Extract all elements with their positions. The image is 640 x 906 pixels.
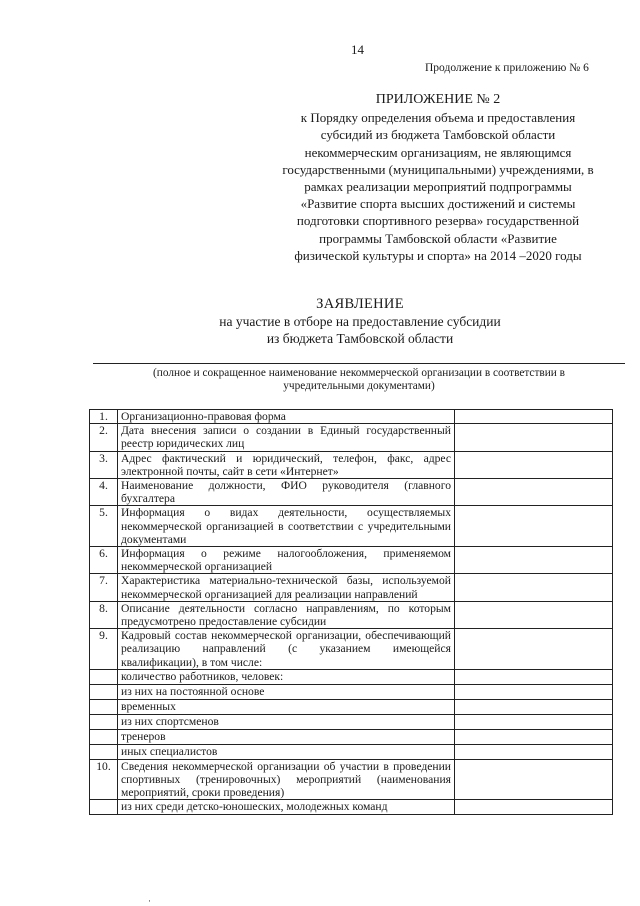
row-value-cell[interactable] [455,729,613,744]
annex-line: физической культуры и спорта» на 2014 –2020 годы [294,247,582,263]
annex-line: программы Тамбовской области «Развитие [319,230,557,246]
row-value-cell[interactable] [455,759,613,800]
row-number: 2. [90,424,118,451]
row-label: иных специалистов [118,744,455,759]
row-label: количество работников, человек: [118,669,455,684]
row-number [90,800,118,815]
row-value-cell[interactable] [455,800,613,815]
row-label: Адрес фактический и юридический, телефон, факс, адрес электронной почты, сайт в сети «Интернет» [118,451,455,478]
row-value-cell[interactable] [455,451,613,478]
row-label: тренеров [118,729,455,744]
row-number: 8. [90,601,118,628]
row-label: из них на постоянной основе [118,684,455,699]
table-row [90,479,613,506]
row-number [90,699,118,714]
table-subrow [90,714,613,729]
row-value-cell[interactable] [455,669,613,684]
row-value-cell[interactable] [455,479,613,506]
row-label: временных [118,699,455,714]
row-label: Информация о видах деятельности, осуществляемых некоммерческой организацией в соответствии с учредительными документами [118,506,455,547]
row-label: Наименование должности, ФИО руководителя (главного бухгалтера [118,479,455,506]
table-row [90,601,613,628]
row-label: Кадровый состав некоммерческой организации, обеспечивающий реализацию направлений (с указанием имеющейся квалификации), в том числе: [118,629,455,670]
row-number: 1. [90,410,118,424]
row-number: 5. [90,506,118,547]
row-value-cell[interactable] [455,684,613,699]
annex-line: некоммерческим организациям, не являющимся [304,144,572,160]
row-label: Дата внесения записи о создании в Единый государственный реестр юридических лиц [118,424,455,451]
scan-mark: · [148,896,151,906]
row-label: Сведения некоммерческой организации об участии в проведении спортивных (тренировочных) мероприятий (наименования мероприятий, сроки проведения) [118,759,455,800]
row-number: 10. [90,759,118,800]
annex-header [250,91,626,264]
row-label: Информация о режиме налогообложения, применяемом некоммерческой организацией [118,547,455,574]
row-number [90,714,118,729]
annex-line: государственными (муниципальными) учреждениями, в [282,161,594,177]
continuation-note: Продолжение к приложению № 6 [425,62,589,74]
page-number: 14 [351,42,364,57]
row-number [90,729,118,744]
table-subrow [90,699,613,714]
row-value-cell[interactable] [455,699,613,714]
row-label: Характеристика материально-технической базы, используемой некоммерческой организацией для реализации направлений [118,574,455,601]
row-label: Организационно-правовая форма [118,410,455,424]
row-number: 9. [90,629,118,670]
table-subrow [90,684,613,699]
row-label: из них среди детско-юношеских, молодежных команд [118,800,455,815]
statement-subtitle: на участие в отборе на предоставление субсидии [219,314,501,329]
statement-heading [150,296,570,347]
statement-subtitle: из бюджета Тамбовской области [266,331,454,346]
table-row [90,451,613,478]
table-row [90,410,613,424]
row-value-cell[interactable] [455,547,613,574]
table-row [90,506,613,547]
annex-line: рамках реализации мероприятий подпрограммы [304,179,572,195]
row-number: 3. [90,451,118,478]
table-subrow [90,669,613,684]
table-row [90,574,613,601]
table-subrow [90,800,613,815]
row-value-cell[interactable] [455,601,613,628]
row-value-cell[interactable] [455,744,613,759]
table-row [90,424,613,451]
row-value-cell[interactable] [455,424,613,451]
annex-line: субсидий из бюджета Тамбовской области [320,127,556,143]
row-number: 4. [90,479,118,506]
annex-line: «Развитие спорта высших достижений и системы [300,196,576,212]
row-value-cell[interactable] [455,629,613,670]
organization-name-line[interactable] [93,363,625,364]
row-number [90,669,118,684]
annex-title: ПРИЛОЖЕНИЕ № 2 [375,92,501,107]
row-value-cell[interactable] [455,410,613,424]
row-value-cell[interactable] [455,714,613,729]
row-number: 6. [90,547,118,574]
application-form-table [89,409,613,815]
row-number [90,744,118,759]
annex-line: подготовки спортивного резерва» государственной [296,213,580,229]
row-value-cell[interactable] [455,506,613,547]
row-value-cell[interactable] [455,574,613,601]
row-label: из них спортсменов [118,714,455,729]
statement-title: ЗАЯВЛЕНИЕ [316,296,404,312]
annex-line: к Порядку определения объема и предоставления [300,110,576,126]
table-row [90,629,613,670]
table-subrow [90,729,613,744]
table-subrow [90,744,613,759]
row-number [90,684,118,699]
table-row [90,547,613,574]
row-label: Описание деятельности согласно направлениям, по которым предусмотрено предоставление субсидии [118,601,455,628]
table-row [90,759,613,800]
organization-name-caption: (полное и сокращенное наименование некоммерческой организации в соответствии в учредительными документами) [153,367,565,392]
row-number: 7. [90,574,118,601]
